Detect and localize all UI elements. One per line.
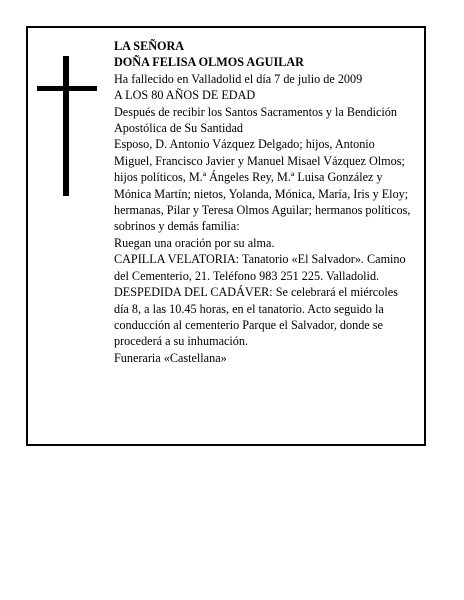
obituary-text	[114, 38, 414, 366]
chapel-info: CAPILLA VELATORIA: Tanatorio «El Salvador». Camino del Cementerio, 21. Teléfono 983 251 225. Valladolid.	[114, 252, 406, 283]
cross-icon-arm	[37, 86, 97, 91]
age-line: A LOS 80 AÑOS DE EDAD	[114, 88, 256, 103]
family-list: Esposo, D. Antonio Vázquez Delgado; hijos, Antonio Miguel, Francisco Javier y Manuel Misael Vázquez Olmos; hijos políticos, M.ª Ángeles Rey, M.ª Luisa González y Mónica Martín; nietos, Yolanda, Mónica, María, Iris y Eloy; hermanas, Pilar y Teresa Olmos Aguilar; hermanos políticos, sobrinos y demás familia:	[114, 137, 411, 234]
sacraments-line: Después de recibir los Santos Sacramentos y la Bendición Apostólica de Su Santidad	[114, 104, 397, 136]
funeral-home: Funeraria «Castellana»	[114, 350, 227, 365]
death-line: Ha fallecido en Valladolid el día 7 de julio de 2009	[114, 71, 363, 86]
prayer-request: Ruegan una oración por su alma.	[114, 235, 275, 250]
farewell-info: DESPEDIDA DEL CADÁVER: Se celebrará el miércoles día 8, a las 10.45 horas, en el tanatorio. Acto seguido la conducción al cementerio Parque el Salvador, donde se procederá a su inhumación.	[114, 285, 398, 349]
notice-title: LA SEÑORA	[114, 39, 185, 53]
deceased-name: DOÑA FELISA OLMOS AGUILAR	[114, 55, 304, 70]
cross-icon	[63, 56, 69, 196]
